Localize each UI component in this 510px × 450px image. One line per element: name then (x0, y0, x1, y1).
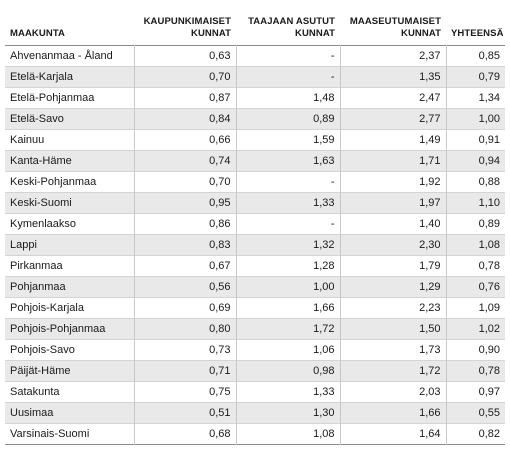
cell-rural: 1,50 (340, 319, 446, 340)
cell-rural: 1,92 (340, 172, 446, 193)
table-row (5, 424, 505, 445)
cell-total: 0,91 (478, 134, 500, 146)
cell-semi-urban: - (236, 46, 340, 67)
header-semi-urban-line2: KUNNAT (294, 28, 335, 39)
region-table-container (5, 8, 505, 445)
cell-region: Kanta-Häme (5, 151, 134, 172)
cell-rural: 1,49 (340, 130, 446, 151)
cell-region: Keski-Suomi (5, 193, 134, 214)
cell-urban: 0,63 (134, 46, 236, 67)
table-header (5, 8, 505, 46)
cell-total: 0,97 (478, 386, 500, 398)
cell-semi-urban: 1,28 (236, 256, 340, 277)
header-rural-line1: MAASEUTUMAISET (349, 16, 441, 27)
cell-total: 0,89 (478, 218, 500, 230)
header-semi-urban (236, 8, 340, 46)
table-row (5, 340, 505, 361)
header-total-label: YHTEENSÄ (451, 28, 504, 39)
table-row (5, 277, 505, 298)
cell-urban: 0,66 (134, 130, 236, 151)
cell-region: Pirkanmaa (5, 256, 134, 277)
cell-region: Etelä-Savo (5, 109, 134, 130)
cell-total: 0,90 (478, 344, 500, 356)
cell-rural: 2,03 (340, 382, 446, 403)
cell-total: 0,76 (446, 277, 505, 298)
table-row (5, 235, 505, 256)
table-row (5, 46, 505, 67)
cell-semi-urban: 1,33 (236, 193, 340, 214)
cell-rural: 2,37 (340, 46, 446, 67)
header-urban (134, 8, 236, 46)
cell-rural: 2,23 (340, 298, 446, 319)
table-row (5, 151, 505, 172)
cell-region: Etelä-Karjala (5, 67, 134, 88)
cell-urban: 0,84 (134, 109, 236, 130)
cell-region: Pohjois-Karjala (5, 298, 134, 319)
cell-total: 1,02 (446, 319, 505, 340)
cell-region: Pohjois-Savo (5, 340, 134, 361)
cell-urban: 0,73 (134, 340, 236, 361)
cell-urban: 0,80 (134, 319, 236, 340)
cell-rural: 1,29 (340, 277, 446, 298)
cell-total: 0,85 (478, 50, 500, 62)
cell-semi-urban: 0,98 (236, 361, 340, 382)
cell-urban: 0,70 (134, 172, 236, 193)
cell-total: 0,94 (446, 151, 505, 172)
cell-urban: 0,74 (134, 151, 236, 172)
cell-rural: 1,35 (340, 67, 446, 88)
cell-rural: 1,64 (340, 424, 446, 445)
cell-urban: 0,86 (134, 214, 236, 235)
cell-rural: 1,73 (340, 340, 446, 361)
cell-urban: 0,71 (134, 361, 236, 382)
cell-total: 0,78 (478, 260, 500, 272)
cell-region: Pohjois-Pohjanmaa (5, 319, 134, 340)
table-row (5, 109, 505, 130)
cell-total: 1,34 (478, 92, 500, 104)
cell-region: Pohjanmaa (5, 277, 134, 298)
cell-total: 0,82 (478, 428, 500, 440)
cell-urban: 0,87 (134, 88, 236, 109)
cell-urban: 0,75 (134, 382, 236, 403)
cell-rural: 1,66 (340, 403, 446, 424)
cell-semi-urban: 1,06 (236, 340, 340, 361)
cell-urban: 0,68 (134, 424, 236, 445)
region-table (5, 8, 505, 445)
cell-region: Uusimaa (5, 403, 134, 424)
cell-region: Päijät-Häme (5, 361, 134, 382)
cell-region: Satakunta (5, 382, 134, 403)
cell-semi-urban: 0,89 (236, 109, 340, 130)
cell-rural: 1,71 (340, 151, 446, 172)
header-row (5, 8, 505, 46)
cell-urban: 0,56 (134, 277, 236, 298)
cell-semi-urban: 1,08 (236, 424, 340, 445)
cell-semi-urban: 1,30 (236, 403, 340, 424)
cell-semi-urban: 1,63 (236, 151, 340, 172)
cell-semi-urban: 1,59 (236, 130, 340, 151)
cell-region: Etelä-Pohjanmaa (5, 88, 134, 109)
cell-rural: 1,40 (340, 214, 446, 235)
cell-total: 1,08 (446, 235, 505, 256)
cell-urban: 0,83 (134, 235, 236, 256)
cell-rural: 2,30 (340, 235, 446, 256)
header-semi-urban-line1: TAAJAAN ASUTUT (248, 16, 335, 27)
header-urban-line2: KUNNAT (190, 28, 231, 39)
cell-total: 0,78 (446, 361, 505, 382)
table-row (5, 256, 505, 277)
table-row (5, 172, 505, 193)
cell-urban: 0,69 (134, 298, 236, 319)
table-body (5, 46, 505, 445)
cell-rural: 1,79 (340, 256, 446, 277)
cell-semi-urban: 1,32 (236, 235, 340, 256)
cell-rural: 1,97 (340, 193, 446, 214)
cell-semi-urban: 1,72 (236, 319, 340, 340)
table-row (5, 361, 505, 382)
table-row (5, 382, 505, 403)
cell-region: Lappi (5, 235, 134, 256)
cell-semi-urban: 1,66 (236, 298, 340, 319)
table-row (5, 319, 505, 340)
cell-total: 1,09 (478, 302, 500, 314)
cell-region: Kymenlaakso (5, 214, 134, 235)
cell-total: 0,79 (446, 67, 505, 88)
cell-semi-urban: - (236, 214, 340, 235)
cell-urban: 0,51 (134, 403, 236, 424)
cell-region: Kainuu (5, 130, 134, 151)
table-row (5, 88, 505, 109)
cell-total: 0,55 (446, 403, 505, 424)
cell-region: Varsinais-Suomi (5, 424, 134, 445)
cell-urban: 0,67 (134, 256, 236, 277)
table-row (5, 193, 505, 214)
header-region (5, 8, 134, 46)
cell-semi-urban: 1,48 (236, 88, 340, 109)
cell-total: 1,00 (446, 109, 505, 130)
cell-rural: 1,72 (340, 361, 446, 382)
cell-total: 0,88 (478, 176, 500, 188)
table-row (5, 403, 505, 424)
cell-rural: 2,47 (340, 88, 446, 109)
cell-rural: 2,77 (340, 109, 446, 130)
cell-semi-urban: 1,00 (236, 277, 340, 298)
header-total (446, 8, 505, 46)
cell-semi-urban: - (236, 67, 340, 88)
cell-urban: 0,70 (134, 67, 236, 88)
table-row (5, 67, 505, 88)
table-row (5, 214, 505, 235)
cell-region: Keski-Pohjanmaa (5, 172, 134, 193)
header-rural (340, 8, 446, 46)
cell-semi-urban: 1,33 (236, 382, 340, 403)
header-rural-line2: KUNNAT (400, 28, 441, 39)
cell-region: Ahvenanmaa - Åland (5, 46, 134, 67)
header-region-label: MAAKUNTA (10, 28, 65, 39)
cell-semi-urban: - (236, 172, 340, 193)
table-row (5, 298, 505, 319)
header-urban-line1: KAUPUNKIMAISET (143, 16, 231, 27)
cell-total: 1,10 (446, 193, 505, 214)
table-row (5, 130, 505, 151)
cell-urban: 0,95 (134, 193, 236, 214)
